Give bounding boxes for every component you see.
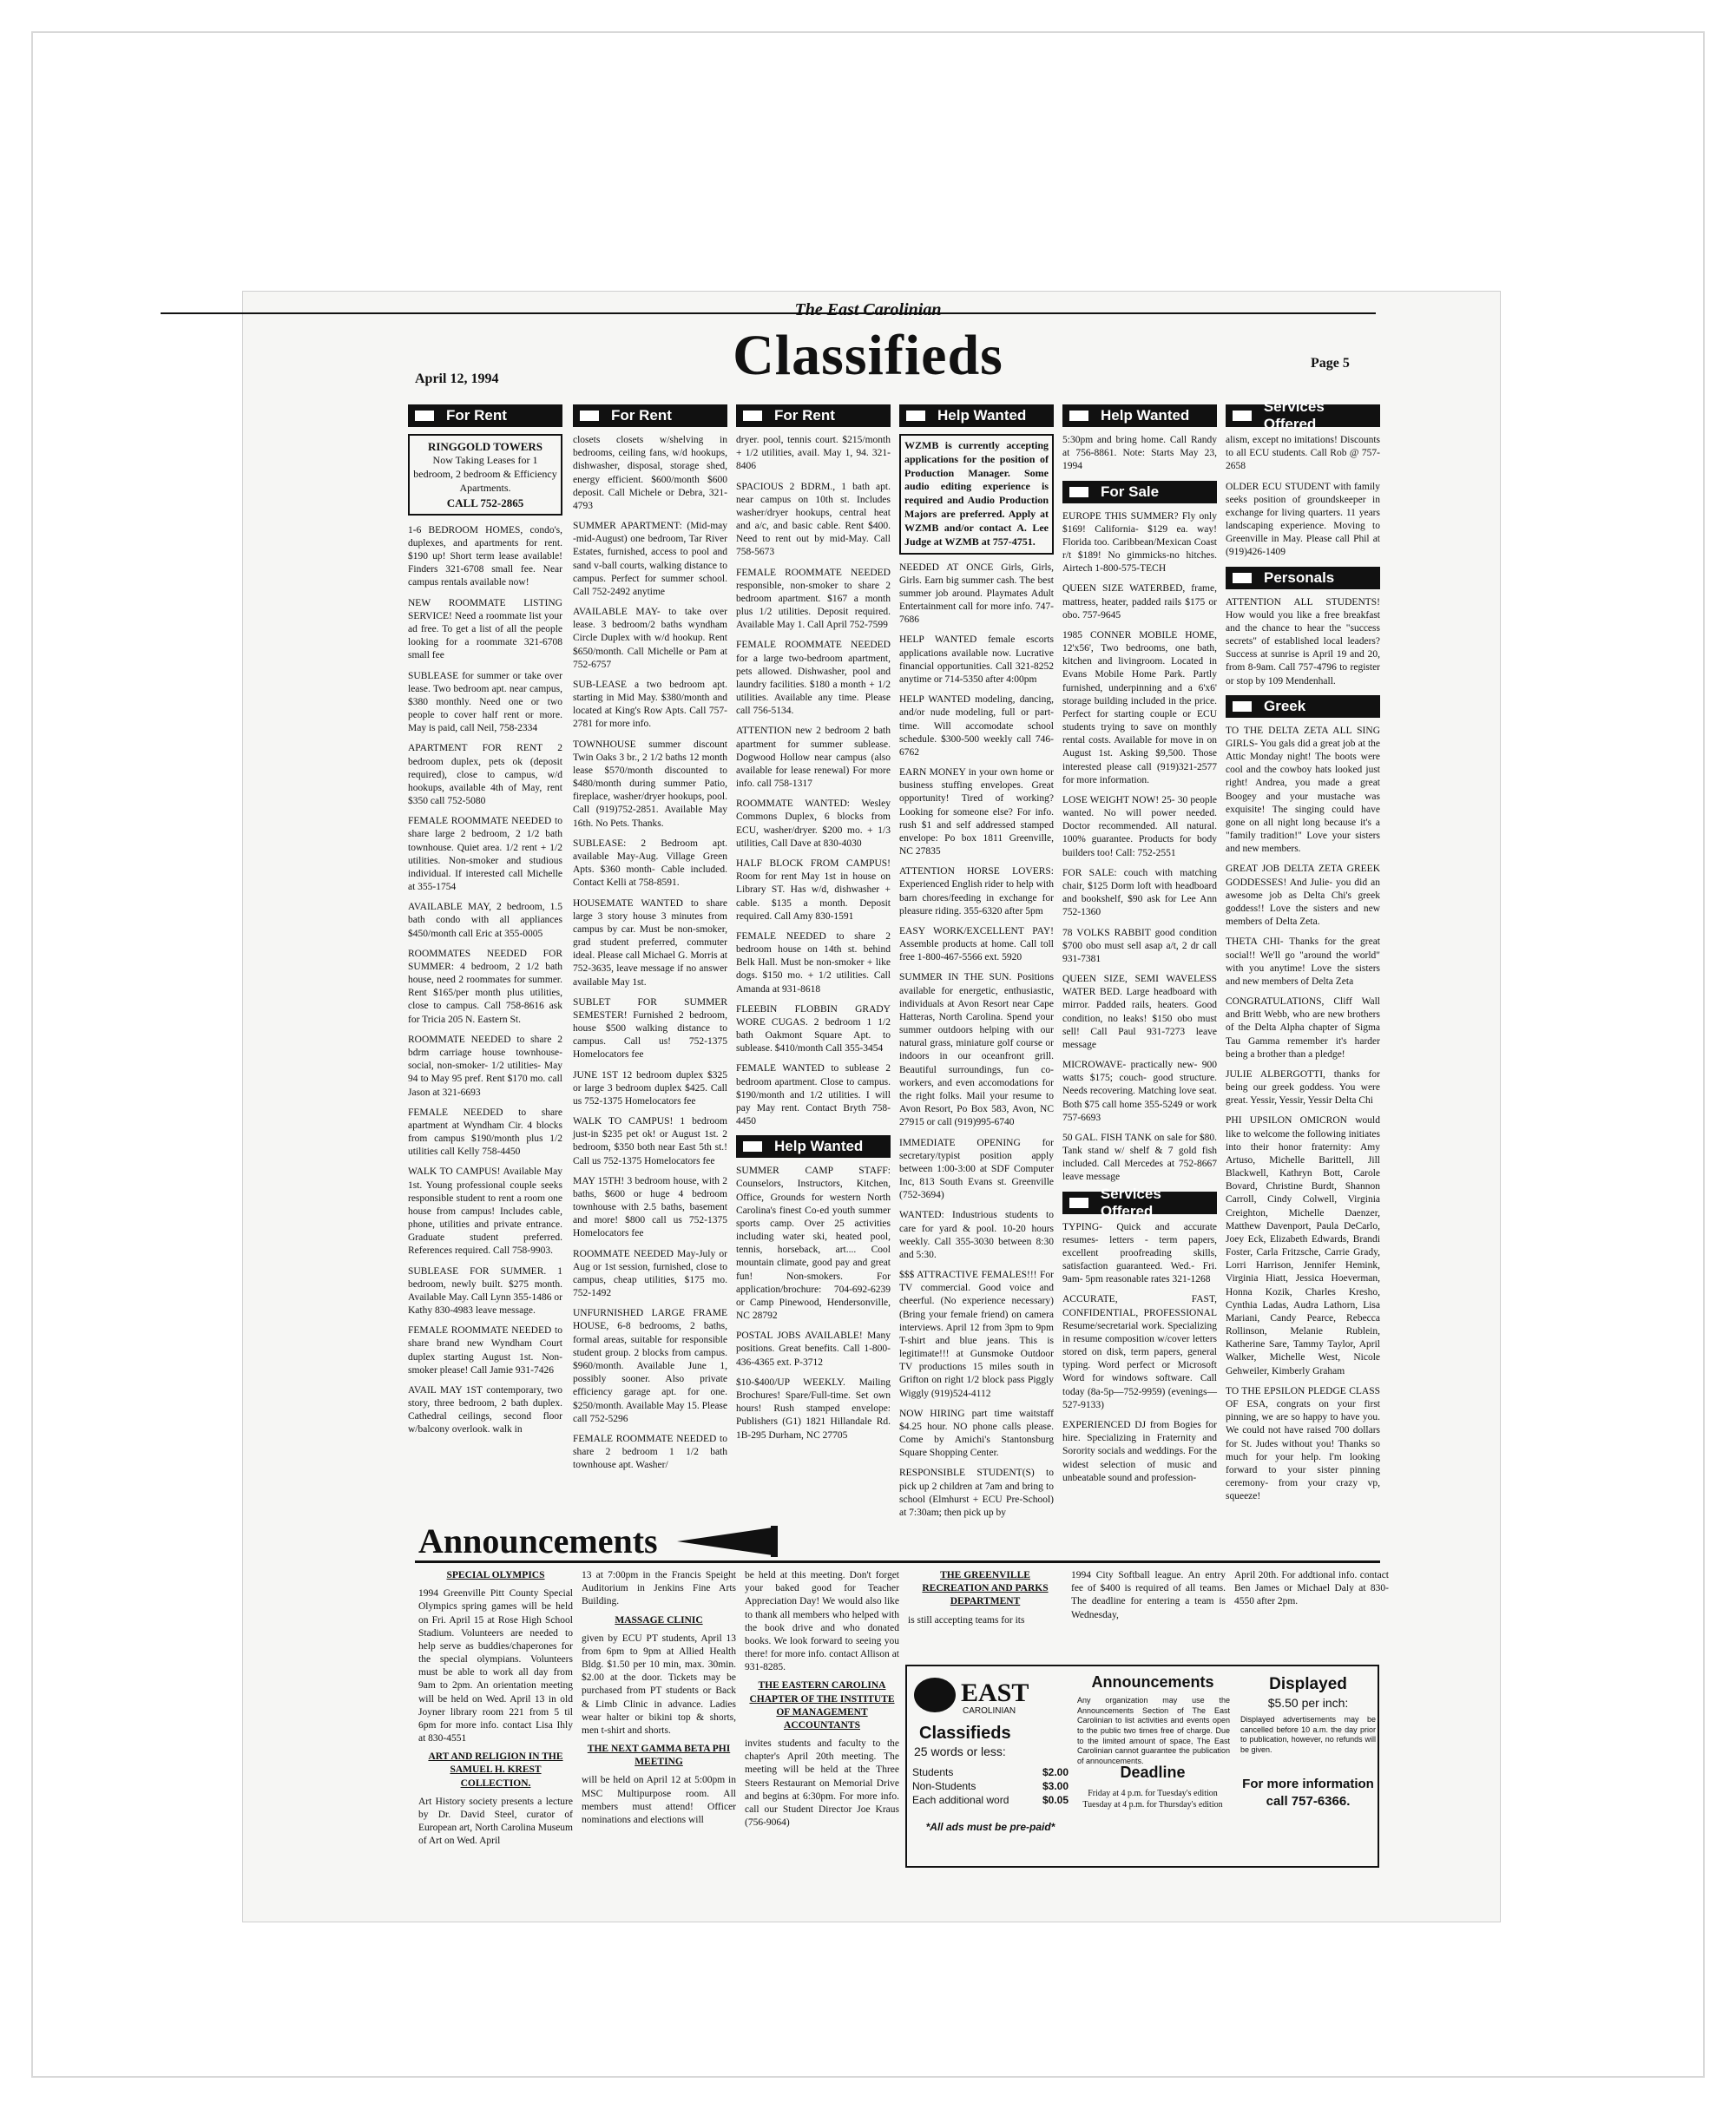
ringgold-ad: RINGGOLD TOWERS Now Taking Leases for 1 bedroom, 2 bedroom & Efficiency Apartments. CALL 752-2865 [408,434,562,516]
listing: SUBLET FOR SUMMER SEMESTER! Furnished 2 bedroom, house $500 walking distance to campus. Call us! 752-1375 Homelocators fee [573,996,727,1061]
listing: ROOMMATE NEEDED May-July or Aug or 1st session, furnished, close to campus, cheap utilities, $175 mo. 752-1492 [573,1248,727,1299]
rates-title: Classifieds [919,1724,1011,1743]
announcement-text: invites students and faculty to the chapter's April 20th meeting. The meeting will be held at the Three Steers Restaurant on Memorial Drive and begins at 6:30pm. For more info. call our Student Director Joe Kraus (756-9064) [745,1738,899,1829]
listing: $10-$400/UP WEEKLY. Mailing Brochures! Spare/Full-time. Set own hours! Rush stamped envelope: Publishers (G1) 1821 Hillandale Rd. 1B-295 Durham, NC 27705 [736,1376,891,1441]
announcement-column-3 [745,1569,899,1864]
column-6 [1226,398,1380,1508]
listing: ATTENTION ALL STUDENTS! How would you like a free breakfast and the chance to hear the "success secrets" of established local leaders? Success at sunrise is April 19 and 20, from 8-9am. Call 757-4796 to register or stop by 109 Mendenhall. [1226,596,1380,687]
listing: IMMEDIATE OPENING for secretary/typist position apply between 1:00-3:00 at SDF Computer Inc, 813 South Evans st. Greenville (752-3694) [899,1137,1054,1201]
announcement-heading: THE NEXT GAMMA BETA PHI MEETING [587,1744,731,1768]
listing: GREAT JOB DELTA ZETA GREEK GODDESSES! And Julie- you did an awesome job as Delta Chi's greek goddess!! Love the sisters and new members of Delta Zeta. [1226,864,1380,928]
section-header-for-rent: For Rent [408,404,562,427]
listing: JULIE ALBERGOTTI, thanks for being our greek goddess. You were great. Yessir, Yessir, Yessir Delta Chi [1226,1068,1380,1107]
listing: ROOMMATE WANTED: Wesley Commons Duplex, 6 blocks from ECU, washer/dryer. $200 mo. + 1/3 utilities, Call Dave at 830-4030 [736,798,891,849]
listing: NEW ROOMMATE LISTING SERVICE! Need a roommate list your ad free. To get a list of all the people looking for a roommate 321-6708 small fee [408,597,562,661]
listing: WALK TO CAMPUS! Available May 1st. Young professional couple seeks responsible student to rent a room one house from campus! Includes cable, phone, utilities and private entrance. Graduate student preferred. References required. Call 758-9903. [408,1166,562,1257]
listing: TO THE DELTA ZETA ALL SING GIRLS- You gals did a great job at the Attic Monday night! The boots were cool and the cowboy hats looked just right! Andrea, you made a great Boogey and your mustache was exquisite! The singing could have gone on all night long because it's a "family tradition!" Love your sisters and new members. [1226,725,1380,855]
displayed-price: $5.50 per inch: [1267,1696,1349,1710]
listing: UNFURNISHED LARGE FRAME HOUSE, 6-8 bedrooms, 2 baths, formal areas, suitable for responsible student group. 2 blocks from campus. $960/month. Available June 1, possibly sooner. Also private efficiency garage apt. for one. $250/month. Available May 15. Please call 752-5296 [573,1308,728,1424]
listing: JUNE 1ST 12 bedroom duplex $325 or large 3 bedroom duplex $425. Call us 752-1375 Homelocators fee [573,1069,727,1107]
section-header-for-sale: For Sale [1062,481,1217,503]
listing: FEMALE NEEDED to share apartment at Wyndham Cir. 4 blocks from campus $190/month plus 1/2 utilities call Kelly 758-4450 [408,1107,562,1158]
listing: FOR SALE: couch with matching chair, $125 Dorm loft with headboard and bookshelf, $90 ask for Lee Ann 752-1360 [1062,867,1217,918]
announcement-heading: THE EASTERN CAROLINA CHAPTER OF THE INSTITUTE OF MANAGEMENT ACCOUNTANTS [749,1680,895,1731]
classified-rates-box [905,1665,1379,1868]
section-header-greek: Greek [1226,695,1380,718]
rates-list [912,1765,1069,1808]
listing: HOUSEMATE WANTED to share large 3 story house 3 minutes from campus by car. Must be non-smoker, grad student preferred, commuter ideal. Please call Michael G. Morris at 752-3635, leave message if no answer available May 1st. [573,897,727,988]
section-header-help-wanted: Help Wanted [1062,404,1217,427]
announcement-heading: SPECIAL OLYMPICS [446,1570,545,1580]
svg-text:CAROLINIAN: CAROLINIAN [963,1706,1016,1716]
listing: MAY 15TH! 3 bedroom house, with 2 baths, $600 or huge 4 bedroom townhouse with 2.5 baths, basement and more! $800 call us 752-1375 Homelocators fee [573,1175,727,1239]
more-info: For more information call 757-6366. [1242,1777,1374,1809]
listing: WALK TO CAMPUS! 1 bedroom just-in $235 pet ok! or August 1st. 2 bedroom, $350 both near East 5th st.! Call us 752-1375 Homelocators fee [573,1116,727,1166]
displayed-title: Displayed [1269,1675,1347,1693]
listing: EARN MONEY in your own home or business stuffing envelopes. Great opportunity! Tired of working? Looking for someone else? For info. rush $1 and self addressed stamped envelope: Po box 1811 Greenville, NC 27835 [899,767,1054,857]
listing: FEMALE ROOMMATE NEEDED responsible, non-smoker to share 2 bedroom apartment. $167 a month plus 1/2 utilities. Deposit required. Available May 1. Call April 752-7599 [736,567,891,631]
listing: WANTED: Industrious students to care for yard & pool. 10-20 hours weekly. Call 355-3030 between 8:30 and 5:30. [899,1210,1054,1260]
announcement-heading: THE GREENVILLE RECREATION AND PARKS DEPARTMENT [922,1570,1049,1607]
listing: AVAILABLE MAY, 2 bedroom, 1.5 bath condo with all appliances $450/month call Eric at 355-0005 [408,902,562,939]
announcement-text: be held at this meeting. Don't forget your baked good for Teacher Appreciation Day! We would also like to thank all members who helped with the book drive and who donated books. We look forward to seeing you there! for more info. contact Allison at 931-8285. [745,1570,899,1673]
section-header-personals: Personals [1226,567,1380,589]
column-2 [573,404,727,1508]
listing: TOWNHOUSE summer discount Twin Oaks 3 br., 2 1/2 baths 12 month lease $570/month discounted to $480/month during summer Patio, fireplace, washer/dryer hookups, pool. Call (919)752-2851. Available May 16th. No Pets. Thanks. [573,739,727,829]
listing: dryer. pool, tennis court. $215/month + 1/2 utilities, avail. May 1, 94. 321-8406 [736,435,891,472]
listing: ATTENTION new 2 bedroom 2 bath apartment for summer sublease. Dogwood Hollow near campus (also available for lease renewal) For more info. call 758-1317 [736,726,891,790]
listing: AVAIL MAY 1ST contemporary, two story, three bedroom, 2 bath duplex. Cathedral ceilings, second floor w/balcony overlook. walk in [408,1384,562,1436]
issue-date: April 12, 1994 [415,371,499,386]
section-header-help-wanted: Help Wanted [899,404,1054,427]
listing: THETA CHI- Thanks for the great social!! We'll go "around the world" with you anytime! Love the sisters and new members of Delta Zeta [1226,936,1380,987]
listing: ROOMMATE NEEDED to share 2 bdrm carriage house townhouse-social, non-smoker- 1/2 utilities- May 94 to May 95 pref. Rent $170 mo. call Jason at 321-6693 [408,1034,562,1098]
listing: EASY WORK/EXCELLENT PAY! Assemble products at home. Call toll free 1-800-467-5566 ext. 5920 [899,925,1054,963]
page-number: Page 5 [1311,356,1350,371]
listing: NOW HIRING part time waitstaff $4.25 hour. NO phone calls please. Come by Amichi's Stantonsburg Square Shopping Center. [899,1408,1054,1459]
section-header-for-rent: For Rent [573,404,727,427]
listing: FEMALE NEEDED to share 2 bedroom house on 14th st. behind Belk Hall. Must be non-smoker + like dogs. $150 mo. + 1/2 utilities. Call Amanda at 931-8618 [736,930,891,995]
section-header-services-offered: Services Offered [1226,404,1380,427]
announcement-column-5 [1071,1569,1226,1665]
hand-icon [741,1140,764,1153]
listing: 50 GAL. FISH TANK on sale for $80. Tank stand w/ shelf & 7 gold fish included. Call Mercedes at 752-8667 leave message [1062,1132,1217,1183]
section-header-help-wanted: Help Wanted [736,1135,891,1158]
announcement-column-1 [418,1569,573,1864]
listing: SUBLEASE for summer or take over lease. Two bedroom apt. near campus, $380 monthly. Need one or two people to cover half rent or more. May is paid, call Neil, 758-2334 [408,670,562,734]
listing: 5:30pm and bring home. Call Randy at 756-8861. Note: Starts May 23, 1994 [1062,435,1217,472]
announcement-text: 13 at 7:00pm in the Francis Speight Auditorium in Jenkins Fine Arts Building. [582,1570,736,1607]
announcement-text: is still accepting teams for its [908,1614,1025,1626]
key-icon [413,409,436,423]
listing: CONGRATULATIONS, Cliff Wall and Britt Webb, who are new brothers of the Delta Alpha chapter of Sigma Tau Gamma remember it's harder being a brother than a pledge! [1226,996,1380,1060]
wzmb-ad: WZMB is currently accepting applications for the position of Production Manager. Some audio editing experience is required and Audio Production Majors are preferred. Apply at WZMB and/or contact A. Lee Judge at WZMB at 757-4751. [899,434,1054,555]
announcement-column-6 [1234,1569,1389,1665]
deadline-title: Deadline [1120,1764,1186,1781]
announcements-policy-text: Any organization may use the Announcements Section of The East Carolinian to list activities and events open to the public two times free of charge. Due to the limited amount of space, The East Carolinian cannot guarantee the publication of announcements. [1077,1696,1230,1766]
listing: closets closets w/shelving in bedrooms, ceiling fans, w/d hookups, dishwasher, disposal, storage shed, energy efficient. $600/month $600 deposit. Call Michele or Debra, 321-4793 [573,435,727,511]
deadline-text: Friday at 4 p.m. for Tuesday's edition Tuesday at 4 p.m. for Thursday's edition [1082,1789,1223,1810]
personals-icon [1231,571,1253,585]
listing: EUROPE THIS SUMMER? Fly only $169! California- $129 ea. way! Florida too. Caribbean/Mexican Coast r/t $189! No gimmicks-no hitches. Airtech 1-800-575-TECH [1062,510,1217,575]
masthead: The East Carolinian [794,300,942,319]
listing: FLEEBIN FLOBBIN GRADY WORE CUGAS. 2 bedroom 1 1/2 bath Oakmont Square Apt. to sublease. $410/month Call 355-3454 [736,1003,891,1054]
svg-text:EAST: EAST [961,1679,1029,1707]
listing: ATTENTION HORSE LOVERS: Experienced English rider to help with barn chores/feeding in exchange for pleasure riding. 355-6320 after 5pm [899,866,1054,917]
sigma-omega-icon [1231,700,1253,713]
listing: RESPONSIBLE STUDENT(S) to pick up 2 children at 7am and bring to school (Elmhurst + ECU Pre-School) at 7:30am; then pick up by [899,1468,1054,1518]
section-header-services-offered: Services Offered [1062,1192,1217,1214]
rate-row: Each additional word $0.05 [912,1794,1069,1807]
listing: ACCURATE, FAST, CONFIDENTIAL, PROFESSIONAL Resume/secretarial work. Specializing in resume composition w/cover letters stored on disk, term papers, general typing. Word perfect or Microsoft Word for windows software. Call today (8a-5p—752-9959) (evenings—527-9133) [1062,1294,1217,1410]
megaphone-icon [677,1526,781,1557]
listing: TO THE EPSILON PLEDGE CLASS OF ESA, congrats on your first pinning, we are so happy to have you. We could not have raised 700 dollars for St. Judes without you! Thanks so much for your help. I'm looking forward to your sister pinning ceremony- from your crazy vp, squeeze! [1226,1385,1380,1502]
listing: HALF BLOCK FROM CAMPUS! Room for rent May 1st in house on Library ST. Has w/d, dishwasher + cable. $135 a month. Deposit required. Call Amy 830-1591 [736,857,891,922]
column-3 [736,404,891,1508]
listing: FEMALE ROOMMATE NEEDED for a large two-bedroom apartment, pets allowed. Dishwasher, pool and laundry facilities. $180 a month + 1/2 utilities. Available any time. Please call 756-5134. [736,640,891,717]
column-1 [408,404,562,1508]
listing: SUMMER CAMP STAFF: Counselors, Instructors, Kitchen, Office, Grounds for western North Carolina's finest Co-ed youth summer sports camp. Over 25 activities including water ski, heated pool, tennis, horseback, art.... Cool mountain climate, good pay and great fun! Non-smokers. For application/brochure: 704-692-6239 or Camp Pinewood, Hendersonville, NC 28792 [736,1166,891,1322]
listing: FEMALE ROOMMATE NEEDED to share brand new Wyndham Court duplex starting August 1st. Non-smoker please! Call Jamie 931-7426 [408,1325,562,1376]
listing: LOSE WEIGHT NOW! 25- 30 people wanted. No will power needed. Doctor recommended. All natural. 100% guarantee. Products for body builders too! Call: 752-2551 [1062,794,1217,858]
listing: POSTAL JOBS AVAILABLE! Many positions. Great benefits. Call 1-800-436-4365 ext. P-3712 [736,1330,891,1368]
listing: AVAILABLE MAY- to take over lease. 3 bedroom/2 baths wyndham Circle Duplex with w/d hookup. Rent $650/month. Call Michelle or Pam at 752-6757 [573,607,727,670]
listing: HELP WANTED modeling, dancing, and/or nude modeling, full or part-time. Will accomodate school schedule. $300-500 weekly call 746-6762 [899,694,1054,758]
listing: NEEDED AT ONCE Girls, Girls, Girls. Earn big summer cash. The best summer job around. Playmates Adult Entertainment call for more info. 747-7686 [899,562,1054,626]
announcement-heading: ART AND RELIGION IN THE SAMUEL H. KREST COLLECTION. [428,1751,563,1789]
column-4 [899,404,1054,1518]
east-carolinian-logo [912,1673,1065,1717]
listing: FEMALE ROOMMATE NEEDED to share 2 bedroom 1 1/2 bath townhouse apt. Washer/ [573,1433,727,1471]
listing: FEMALE WANTED to sublease 2 bedroom apartment. Close to campus. $190/month and 1/2 utilities. I will pay May rent. Contact Bryth 758-4450 [736,1063,891,1127]
listing: SUBLEASE: 2 Bedroom apt. available May-Aug. Village Green Apts. $360 month- Cable included. Contact Kelli at 758-8591. [573,838,727,889]
listing: SUMMER APARTMENT: (Mid-may -mid-August) one bedroom, Tar River Estates, furnished, access to pool and sand v-ball courts, walking distance to campus. Perfect for summer school. Call 752-2492 anytime [573,521,727,597]
listing: SUMMER IN THE SUN. Positions available for energetic, enthusiastic, individuals at Avon Resort near Cape Hatteras, North Carolina. Spend your summer outdoors helping with our natural grass, miniature golf course or indoors in our oceanfront grill. Beautiful surroundings, fun co-workers, and even accomodations for the right folks. Mail your resume to Avon Resort, Po Box 583, Avon, NC 27915 or call (919)995-6740 [899,972,1054,1128]
announcement-text: given by ECU PT students, April 13 from 6pm to 9pm at Allied Health Bldg. $1.50 per 10 min, max. 30min. $2.00 at the door. Tickets may be purchased from PT students or Back & Limb Clinic in advance. Ladies wear halter or bikini top & shorts, men t-shirt and shorts. [582,1633,736,1736]
rate-row: Students $2.00 [912,1766,1069,1778]
announcement-column-4 [908,1569,1062,1665]
prepaid-note: *All ads must be pre-paid* [925,1821,1055,1833]
listing: SPACIOUS 2 BDRM., 1 bath apt. near campus on 10th st. Includes washer/dryer hookups, central heat and a/c, and basic cable. Rent $400. Need to rent out by mid-May. Call 758-5673 [736,481,891,558]
announcements-rule [415,1560,1380,1563]
listing: $$$ ATTRACTIVE FEMALES!!! For TV commercial. Good voice and cheerful. (No experience necessary) (Bring your female friend) on camera interviews. April 12 from 3pm to 9pm T-shirt and blue jeans. This is legitimate!!! at Gunsmoke Outdoor TV productions 15 miles south in Grifton on right 1/2 block pass Piggly Wiggly (919)524-4112 [899,1270,1054,1399]
rate-row: Non-Students $3.00 [912,1780,1069,1793]
listing: alism, except no imitations! Discounts to all ECU students. Call Rob @ 757-2658 [1226,435,1380,472]
announcements-heading: Announcements [418,1521,658,1560]
listing: HELP WANTED female escorts applications available now. Lucrative financial opportunities. Call 321-8252 anytime or 714-5350 after 4:00pm [899,634,1054,685]
announcements-policy-title: Announcements [1091,1673,1214,1691]
hand-icon [1068,409,1090,423]
listing: TYPING- Quick and accurate resumes- letters - term papers, excellent proofreading skills, satisfaction guaranteed. Wed.- Fri. 9am- 5pm reasonable rates 321-1268 [1062,1221,1217,1285]
key-icon [741,409,764,423]
listing: FEMALE ROOMMATE NEEDED to share large 2 bedroom, 2 1/2 bath townhouse. Quiet area. 1/2 rent + 1/2 utilities. Non-smoker and studious individual. If interested call Michelle at 355-1754 [408,816,562,893]
announcement-text: will be held on April 12 at 5:00pm in MSC Multipurpose room. All members must attend! Officer nominations and elections will [582,1775,736,1825]
announcement-text: 1994 Greenville Pitt County Special Olympics spring games will be held on Fri. April 15 at Rose High School Stadium. Volunteers are needed to help serve as buddies/chaperones for the special olympians. Volunteers must be able to work all day from 9am to 2pm. An orientation meeting will be held on Wed. April 13 in old Joyner library room 221 from 5 til 6pm for more info. contact Lisa Ihly at 830-4551 [418,1588,573,1744]
key-icon [578,409,601,423]
announcement-text: April 20th. For addtional info. contact Ben James or Michael Daly at 830-4550 after 2pm. [1234,1570,1389,1607]
tag-icon [1068,485,1090,499]
listing: 1985 CONNER MOBILE HOME, 12'x56', Two bedrooms, one bath, kitchen and livingroom. Located in Evans Mobile Home Park. Partly furnished, underpinning and a 6'x6' storage building included in the price. Perfect for starting couple or ECU students trying to save on monthly rental costs. Available for move in on August 1st. Asking $9,500. Those interested please call (919)321-2577 for more information. [1062,629,1217,785]
services-icon [1068,1196,1090,1210]
announcement-heading: MASSAGE CLINIC [615,1614,703,1626]
listing: ROOMMATES NEEDED FOR SUMMER: 4 bedroom, 2 1/2 bath house, need 2 roommates for summer. Rent $165/per month plus utilities, close to campus. Call 758-8616 ask for Tricia 205 N. Eastern St. [408,948,562,1025]
listing: 78 VOLKS RABBIT good condition $700 obo must sell asap a/t, 2 dr call 931-7381 [1062,927,1217,964]
displayed-text: Displayed advertisements may be cancelled before 10 a.m. the day prior to publication, however, no refunds will be given. [1240,1715,1376,1755]
listing: PHI UPSILON OMICRON would like to welcome the following initiates into their honor fraternity: Amy Artuso, Michelle Barittell, Jill Blackwell, Kathryn Bott, Carole Bovard, Christine Burdt, Shannon Carroll, Cindy Colwell, Virginia Creighton, Michelle Daenzer, Matthew Davenport, Paula DeCarlo, Joey Eck, Elizabeth Edwards, Brandi Foster, Carla Fritzsche, Carrie Grady, Lorri Harrison, Jennifer Hemink, Virginia Hiatt, Jessica Hoeverman, Honna Kozik, Charles Kresho, Cynthia Ladas, Audra Lathorn, Lisa Mariani, Candy Pearce, Rebecca Rollinson, Melanie Rublein, Katherine Sare, Tammy Taylor, April Walker, Michelle West, Nicole Gehweiler, Kimberly Graham [1226,1115,1380,1376]
listing: OLDER ECU STUDENT with family seeks position of groundskeeper in exchange for living quarters. 11 years landscaping experience. Moving to Greenville in May. Please call Phil at (919)426-1409 [1226,481,1380,558]
section-header-for-rent: For Rent [736,404,891,427]
listing: SUBLEASE FOR SUMMER. 1 bedroom, newly built. $275 month. Available May. Call Lynn 355-1486 or Kathy 830-4983 leave message. [408,1265,562,1317]
rates-subtitle: 25 words or less: [914,1744,1006,1758]
listing: SUB-LEASE a two bedroom apt. starting in Mid May. $380/month and located at King's Row Apts. Call 757-2781 for more info. [573,679,727,730]
page-title: Classifieds [733,324,1003,387]
announcement-text: Art History society presents a lecture by Dr. David Steel, curator of European art, North Carolina Museum of Art on Wed. April [418,1796,573,1847]
listing: MICROWAVE- practically new- 900 watts $175; couch- good structure. Needs recovering. Matching love seat. Both $75 call home 355-5249 or work 757-6693 [1062,1060,1217,1123]
listing: APARTMENT FOR RENT 2 bedroom duplex, pets ok (deposit required), close to campus, w/d hookups, available 4th of May, rent $350 call 752-5080 [408,743,562,807]
hand-icon [904,409,927,423]
services-icon [1231,409,1253,423]
listing: QUEEN SIZE, SEMI WAVELESS WATER BED. Large headboard with mirror. Padded rails, heaters. Good condition, no leaks! $150 obo must sell! Call Paul 931-7273 leave message [1062,974,1217,1050]
listing: 1-6 BEDROOM HOMES, condo's, duplexes, and apartments for rent. $190 up! Short term lease available! Finders 321-6708 small fee. Near campus rentals available now! [408,524,562,588]
column-5 [1062,404,1217,1508]
listing: EXPERIENCED DJ from Bogies for hire. Specializing in Fraternity and Sorority socials and weddings. For the widest selection of music and unbeatable sound and profession- [1062,1420,1217,1483]
announcement-text: 1994 City Softball league. An entry fee of $400 is required of all teams. The deadline for entering a team is Wednesday, [1071,1570,1226,1620]
listing: QUEEN SIZE WATERBED, frame, mattress, heater, padded rails $175 or obo. 757-9645 [1062,583,1217,621]
announcement-column-2 [582,1569,736,1864]
